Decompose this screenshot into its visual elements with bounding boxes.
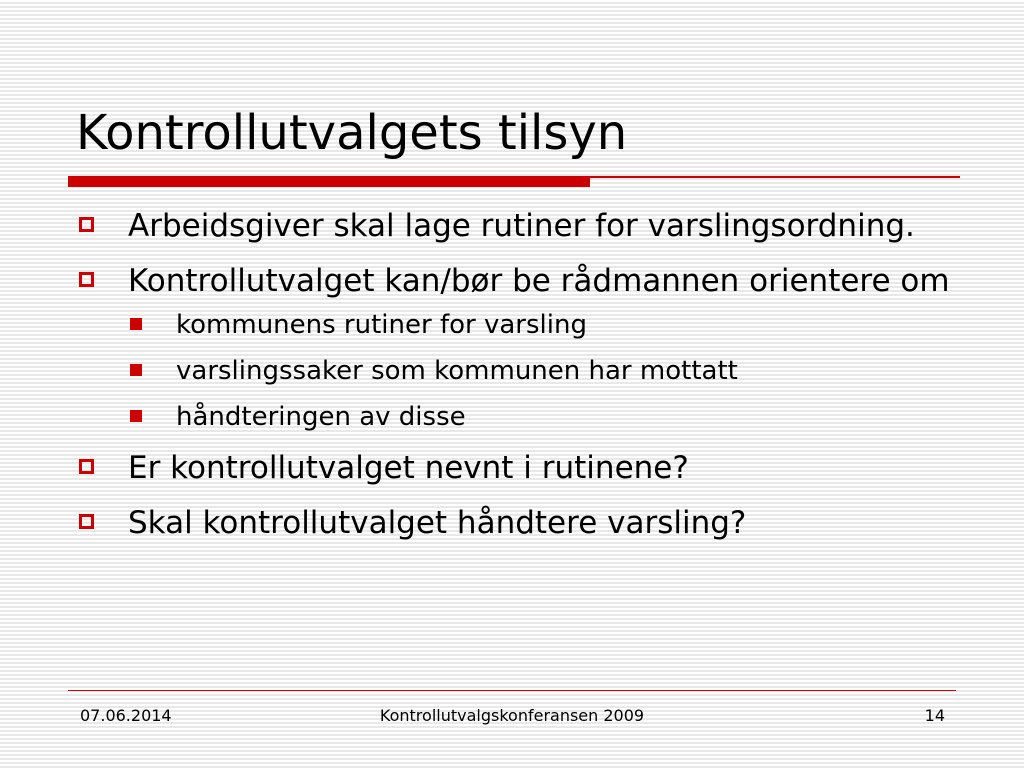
sub-bullet-text: kommunens rutiner for varsling [176, 310, 587, 340]
bullet-text: Er kontrollutvalget nevnt i rutinene? [128, 450, 689, 486]
bullet-text: Arbeidsgiver skal lage rutiner for varslingsordning. [128, 208, 915, 244]
sub-bullet-item [76, 402, 956, 432]
slide-title: Kontrollutvalgets tilsyn [76, 105, 628, 161]
filled-square-bullet-icon [130, 410, 142, 422]
title-underline-thin [590, 176, 960, 178]
bullet-item [76, 261, 956, 302]
bullet-text: Kontrollutvalget kan/bør be rådmannen orientere om [128, 263, 950, 299]
hollow-square-bullet-icon [79, 514, 94, 529]
sub-bullet-text: håndteringen av disse [176, 402, 466, 432]
footer-title: Kontrollutvalgskonferansen 2009 [379, 706, 645, 725]
sub-bullet-text: varslingssaker som kommunen har mottatt [176, 356, 738, 386]
bullet-item [76, 448, 956, 489]
sub-bullet-list [76, 310, 956, 432]
bullet-item [76, 503, 956, 544]
title-underline-thick [68, 176, 590, 187]
hollow-square-bullet-icon [79, 217, 94, 232]
footer-divider [68, 690, 956, 691]
filled-square-bullet-icon [130, 364, 142, 376]
slide-number: 14 [924, 706, 945, 725]
sub-bullet-item [76, 310, 956, 340]
filled-square-bullet-icon [130, 318, 142, 330]
hollow-square-bullet-icon [79, 272, 94, 287]
footer-date: 07.06.2014 [80, 706, 172, 725]
hollow-square-bullet-icon [79, 459, 94, 474]
bullet-text: Skal kontrollutvalget håndtere varsling? [128, 505, 747, 541]
slide-content [76, 206, 956, 558]
sub-bullet-item [76, 356, 956, 386]
bullet-item [76, 206, 956, 247]
